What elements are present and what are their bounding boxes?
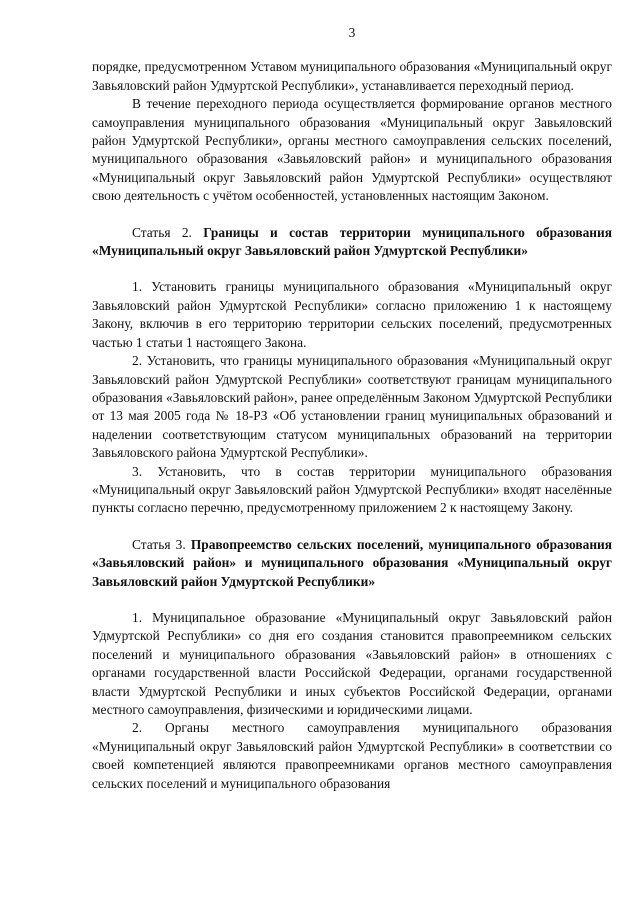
article-2-heading <box>92 224 612 261</box>
article-3-paragraph-1: 1. Муниципальное образование «Муниципальный округ Завьяловский район Удмуртской Республики» со дня его создания становится правопреемником сельских поселений и муниципального образования «Завьяловский район» в отношениях с органами государственной власти Российской Федерации, органами государственной власти Удмуртской Республики и иных субъектов Российской Федерации, органами местного самоуправления, физическими и юридическими лицами. <box>92 609 612 717</box>
page-number: 3 <box>348 25 356 40</box>
intro-paragraph-1: порядке, предусмотренном Уставом муниципального образования «Муниципальный округ Завьяловский район Удмуртской Республики», устанавливается переходный период. <box>92 59 612 93</box>
article-2-label: Статья 2. <box>132 224 204 240</box>
article-2-paragraph-3: 3. Установить, что в состав территории муниципального образования «Муниципальный округ Завьяловский район Удмуртской Республики» входят населённые пункты согласно перечню, предусмотренному приложением 2 к настоящему Закону. <box>92 463 612 516</box>
article-3-title: Правопреемство сельских поселений, муниципального образования «Завьяловский район» и муниципального образования «Муниципальный округ Завьяловский район Удмуртской Республики» <box>92 536 612 589</box>
article-3-label: Статья 3. <box>132 536 191 552</box>
article-3-paragraph-2: 2. Органы местного самоуправления муниципального образования «Муниципальный округ Завьяловский район Удмуртской Республики» в соответствии со своей компетенцией являются правопреемниками органов местного самоуправления сельских поселений и муниципального образования <box>92 720 612 791</box>
intro-paragraph-2: В течение переходного периода осуществляется формирование органов местного самоуправления муниципального образования «Муниципальный округ Завьяловский район Удмуртской Республики», органы местного самоуправления сельских поселений, муниципального образования «Завьяловский район» и муниципального образования «Муниципальный округ Завьяловский район Удмуртской Республики» осуществляют свою деятельность с учётом особенностей, установленных настоящим Законом. <box>92 96 612 204</box>
article-3-heading <box>92 536 612 591</box>
article-2-paragraph-2: 2. Установить, что границы муниципального образования «Муниципальный округ Завьяловский район Удмуртской Республики» соответствуют границам муниципального образования «Завьяловский район», ранее определённым Законом Удмуртской Республики от 13 мая 2005 года № 18-РЗ «Об установлении границ муниципальных образований и наделении соответствующим статусом муниципальных образований на территории Завьяловского района Удмуртской Республики». <box>92 353 612 461</box>
article-2-paragraph-1: 1. Установить границы муниципального образования «Муниципальный округ Завьяловский район Удмуртской Республики» согласно приложению 1 к настоящему Закону, включив в его территорию территории сельских поселений, предусмотренных частью 1 статьи 1 настоящего Закона. <box>92 279 612 350</box>
article-2-title: Границы и состав территории муниципального образования «Муниципальный округ Завьяловский район Удмуртской Республики» <box>92 224 612 259</box>
